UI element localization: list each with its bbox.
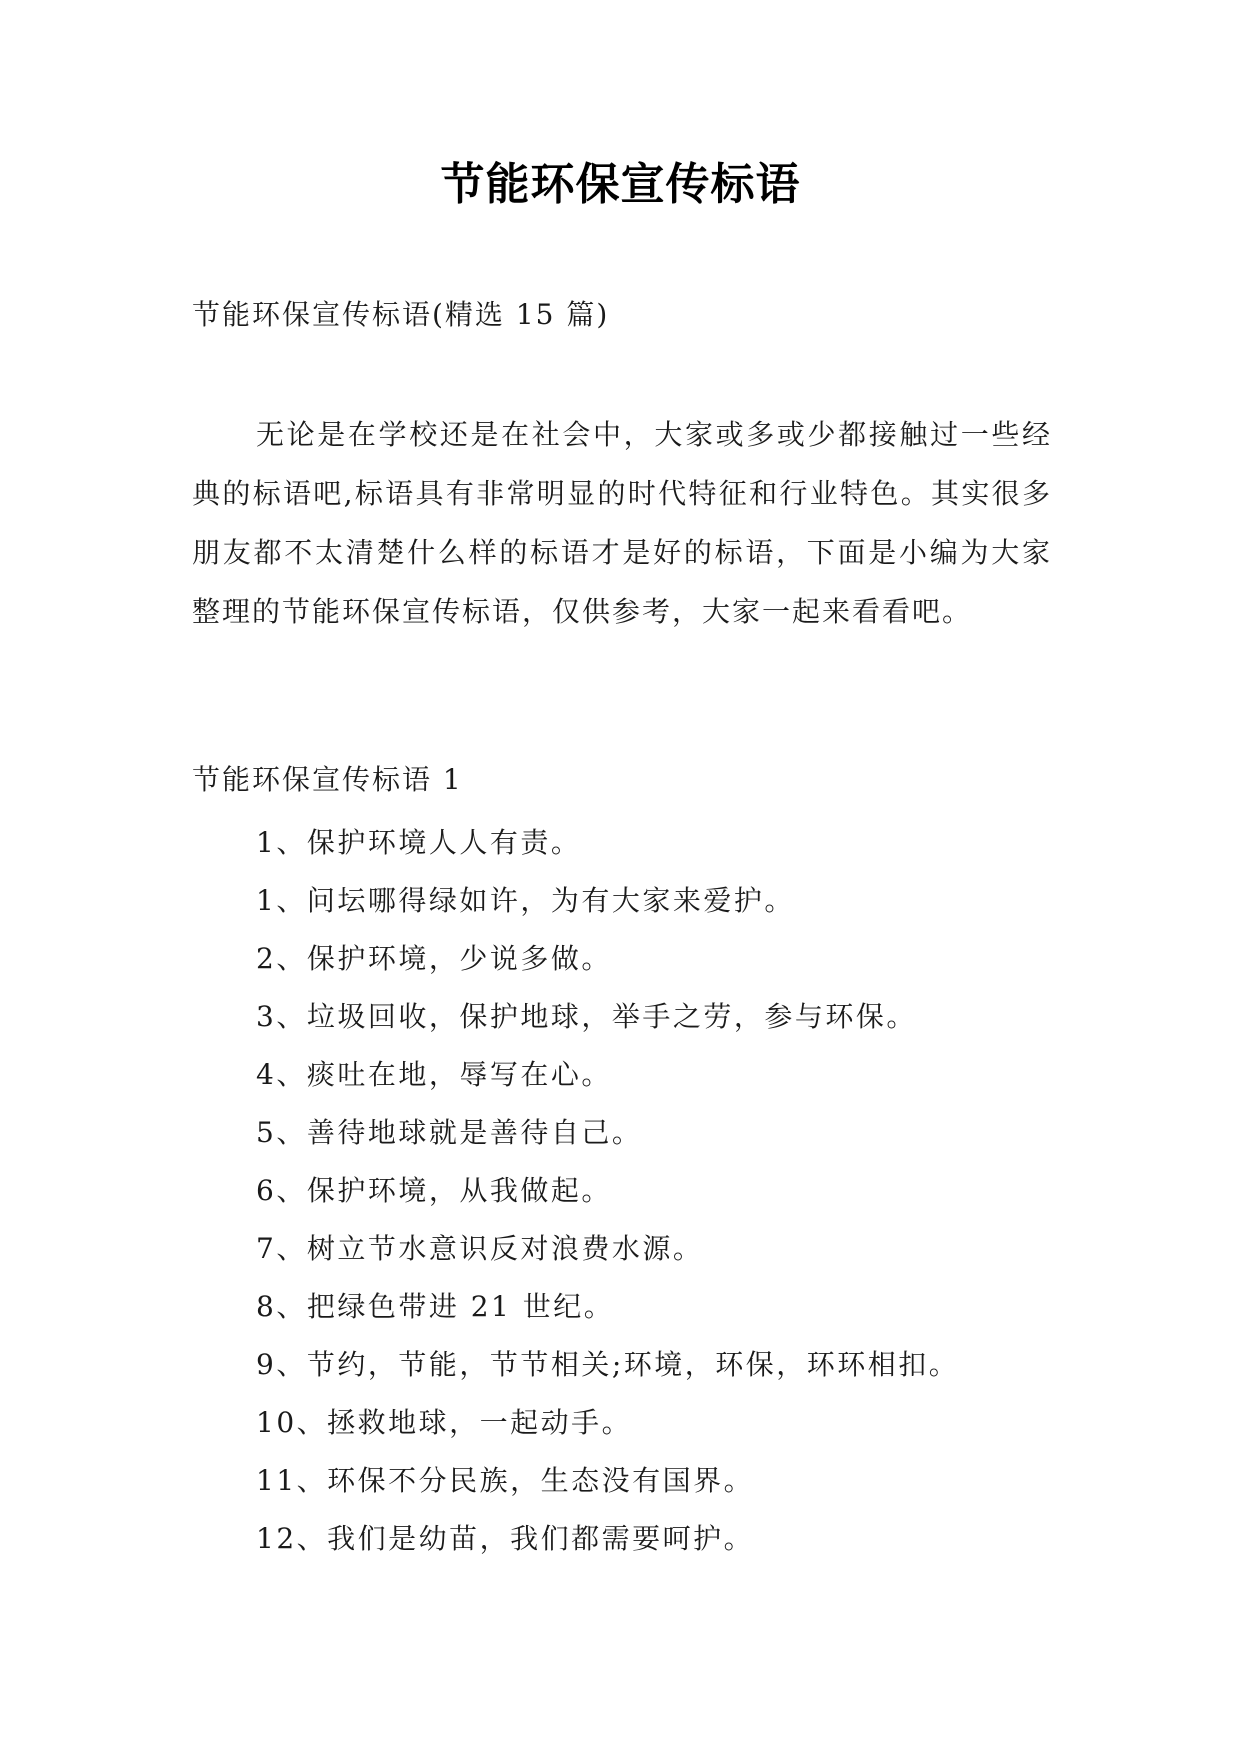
slogan-item: 6、保护环境，从我做起。 bbox=[256, 1174, 612, 1207]
slogan-item: 9、节约，节能，节节相关;环境，环保，环环相扣。 bbox=[256, 1348, 960, 1381]
document-subtitle: 节能环保宣传标语(精选 15 篇) bbox=[192, 298, 610, 331]
document-title: 节能环保宣传标语 bbox=[440, 159, 801, 210]
slogan-item: 7、树立节水意识反对浪费水源。 bbox=[256, 1232, 704, 1265]
intro-paragraph: 无论是在学校还是在社会中，大家或多或少都接触过一些经典的标语吧,标语具有非常明显的时代特征和行业特色。其实很多朋友都不太清楚什么样的标语才是好的标语，下面是小编为大家整理的节能环保宣传标语，仅供参考，大家一起来看看吧。 bbox=[192, 418, 1052, 628]
slogan-item: 10、拯救地球，一起动手。 bbox=[256, 1406, 633, 1439]
slogan-list bbox=[256, 814, 959, 1568]
slogan-item: 2、保护环境，少说多做。 bbox=[256, 942, 612, 975]
section-heading: 节能环保宣传标语 1 bbox=[192, 763, 463, 796]
slogan-item: 5、善待地球就是善待自己。 bbox=[256, 1116, 643, 1149]
slogan-item: 3、垃圾回收，保护地球，举手之劳，参与环保。 bbox=[256, 1000, 917, 1033]
slogan-item: 1、问坛哪得绿如许，为有大家来爱护。 bbox=[256, 884, 795, 917]
slogan-item: 1、保护环境人人有责。 bbox=[256, 826, 582, 859]
slogan-item: 8、把绿色带进 21 世纪。 bbox=[256, 1290, 615, 1323]
slogan-item: 12、我们是幼苗，我们都需要呵护。 bbox=[256, 1522, 755, 1555]
slogan-item: 11、环保不分民族，生态没有国界。 bbox=[256, 1464, 755, 1497]
slogan-item: 4、痰吐在地，辱写在心。 bbox=[256, 1058, 612, 1091]
